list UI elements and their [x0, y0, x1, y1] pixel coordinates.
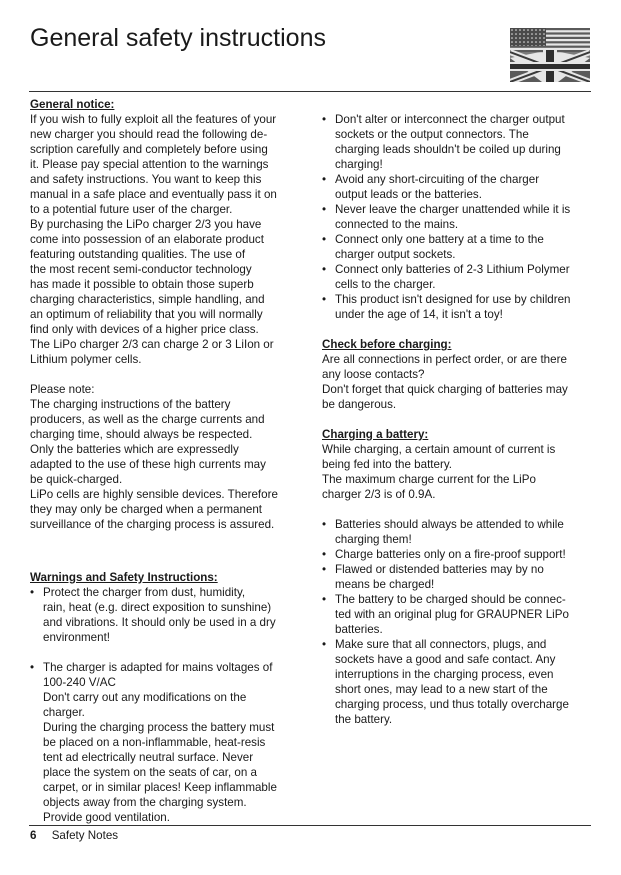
list-item: • Avoid any short-circuiting of the charger output leads or the batteries. [322, 172, 594, 202]
list-item: • Batteries should always be attended to while charging them! [322, 517, 594, 547]
list-item: • This product isn't designed for use by children under the age of 14, it isn't a toy! [322, 292, 594, 322]
page-number: 6 [30, 829, 37, 842]
page-footer [30, 829, 118, 842]
list-item: • Don't alter or interconnect the charger output sockets or the output connectors. The charging leads shouldn't be coiled up during charging! [322, 112, 594, 172]
warnings-continued-list [322, 112, 594, 322]
left-column [30, 97, 302, 825]
general-notice-text: If you wish to fully exploit all the features of your new charger you should read the following de- scription carefully and completely before using it. Please pay special attention to the warnings and safety instructions. You want to keep this manual in a safe place and eventually pass it on to a potential future user of the charger. By purchasing the LiPo charger 2/3 you have come into possession of an elaborate product featuring outstanding qualities. The use of the most recent semi-conductor technology has made it possible to obtain those superb charging characteristics, simple handling, and an optimum of reliability that you will normally find only with devices of a higher price class. The LiPo charger 2/3 can charge 2 or 3 LiIon or Lithium polymer cells. [30, 113, 277, 366]
footer-section: Safety Notes [51, 829, 119, 842]
page-title: General safety instructions [30, 24, 326, 52]
list-item: • Connect only batteries of 2-3 Lithium Polymer cells to the charger. [322, 262, 594, 292]
warnings-heading: Warnings and Safety Instructions: [30, 571, 218, 584]
uk-us-flag-icon [510, 28, 590, 82]
list-item: • The charger is adapted for mains voltages of 100-240 V/AC Don't carry out any modifications on the charger. During the charging process the battery must be placed on a non-inflammable, heat-resis tent ad electrically neutral surface. Never place the system on the seats of car, on a carpet, or in similar places! Keep inflammable objects away from the charging system. Provide good ventilation. [30, 660, 302, 825]
general-notice-heading: General notice: [30, 98, 115, 111]
list-item: • Charge batteries only on a fire-proof support! [322, 547, 594, 562]
warnings-list [30, 585, 302, 645]
charging-list [322, 517, 594, 727]
check-heading: Check before charging: [322, 338, 452, 351]
list-item: • Make sure that all connectors, plugs, and sockets have a good and safe contact. Any interruptions in the charging process, even short ones, may lead to a new start of the charging process, und thus totally overcharge the battery. [322, 637, 594, 727]
please-note-text: Please note: The charging instructions of the battery producers, as well as the charge currents and charging time, should always be respected. Only the batteries which are expressedly adapted to the use of these high currents may be quick-charged. LiPo cells are highly sensible devices. Therefore they may only be charged when a permanent surveillance of the charging process is assured. [30, 383, 278, 531]
check-text: Are all connections in perfect order, or are there any loose contacts? Don't forget that quick charging of batteries may be dangerous. [322, 353, 568, 411]
warnings-list-2 [30, 660, 302, 825]
list-item: • Protect the charger from dust, humidity, rain, heat (e.g. direct exposition to sunshine) and vibrations. It should only be used in a dry environment! [30, 585, 302, 645]
charging-heading: Charging a battery: [322, 428, 429, 441]
list-item: • Flawed or distended batteries may by no means be charged! [322, 562, 594, 592]
charging-text: While charging, a certain amount of current is being fed into the battery. The maximum charge current for the LiPo charger 2/3 is of 0.9A. [322, 443, 556, 501]
right-column [322, 112, 594, 727]
bottom-divider [29, 825, 591, 826]
list-item: • Never leave the charger unattended while it is connected to the mains. [322, 202, 594, 232]
list-item: • The battery to be charged should be connec- ted with an original plug for GRAUPNER LiPo batteries. [322, 592, 594, 637]
top-divider [29, 91, 591, 92]
list-item: • Connect only one battery at a time to the charger output sockets. [322, 232, 594, 262]
